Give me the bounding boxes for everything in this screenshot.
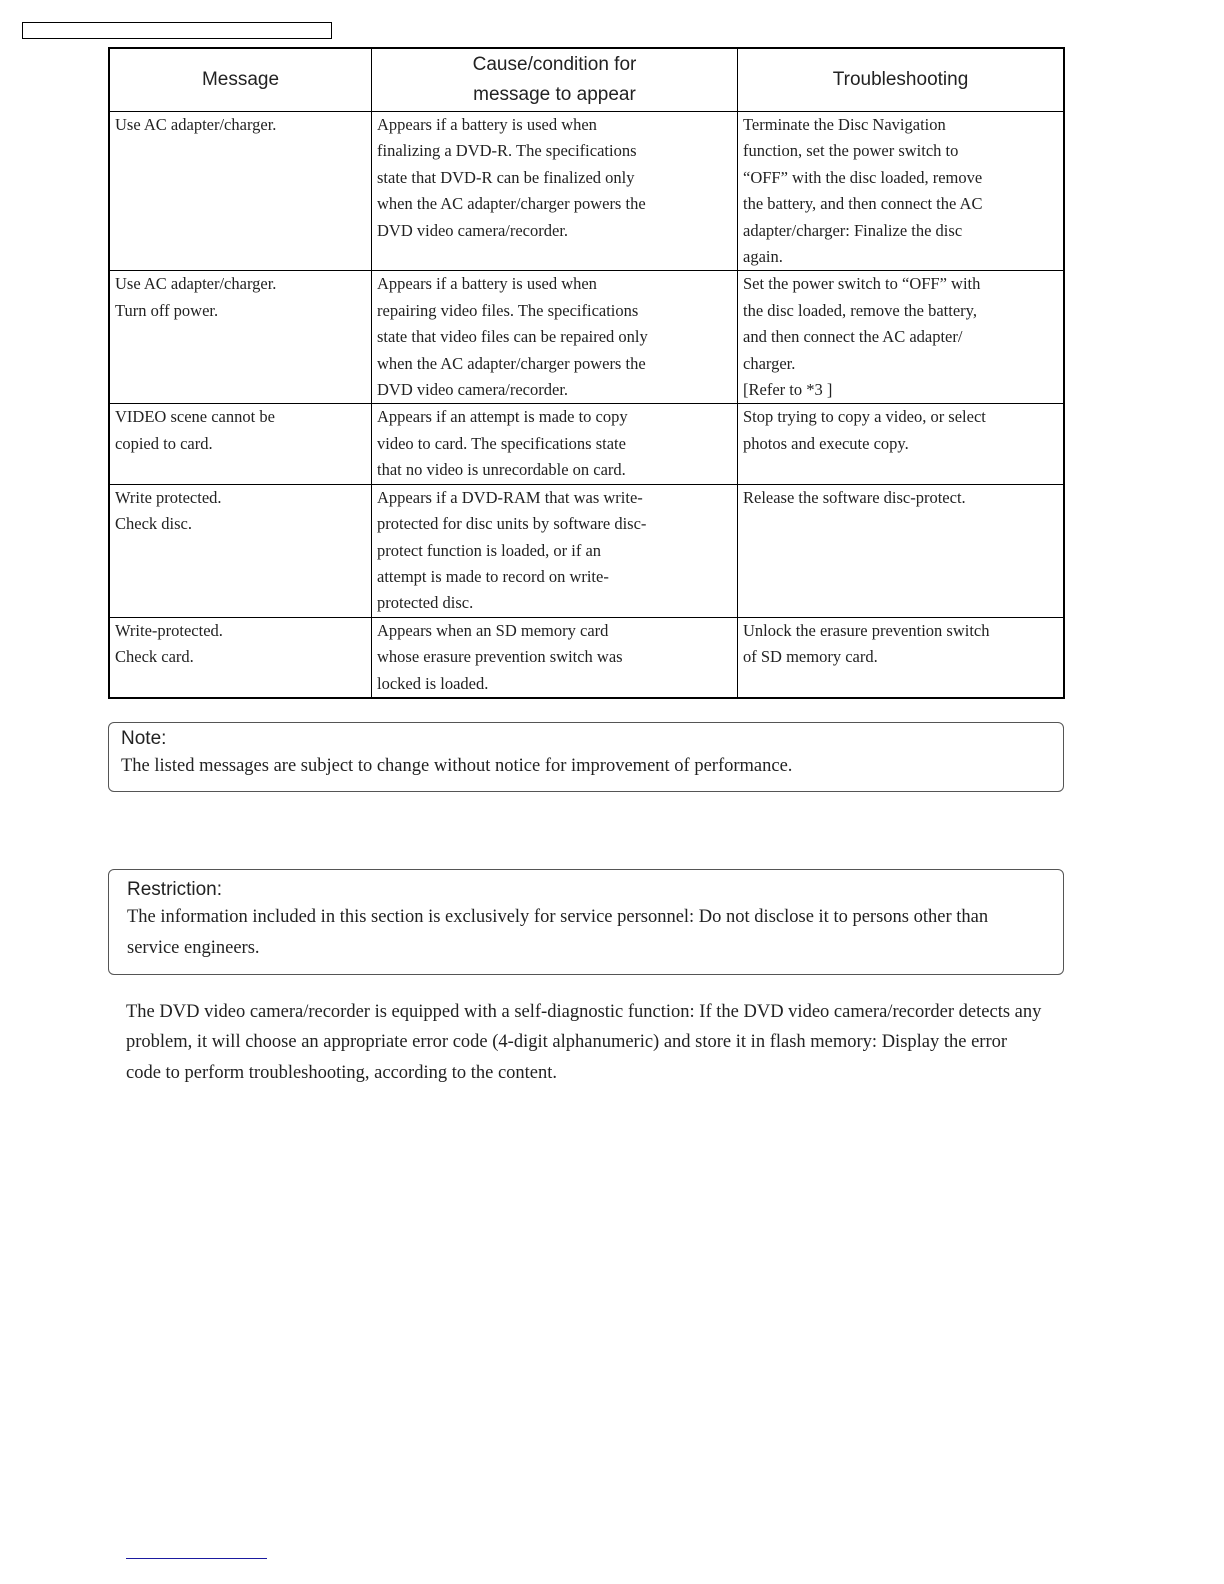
note-title: Note:	[121, 727, 167, 749]
table-header-row	[109, 48, 1064, 112]
cause-cell: Appears when an SD memory card whose erasure prevention switch was locked is loaded.	[372, 617, 738, 698]
troubleshooting-cell: Terminate the Disc Navigation function, set the power switch to “OFF” with the disc loaded, remove the battery, and then connect the AC adapter/charger: Finalize the disc again.	[738, 112, 1065, 271]
message-cell: Use AC adapter/charger. Turn off power.	[109, 271, 372, 404]
message-cell: VIDEO scene cannot be copied to card.	[109, 404, 372, 484]
cause-cell: Appears if a DVD-RAM that was write- protected for disc units by software disc- protect function is loaded, or if an attempt is made to record on write- protected disc.	[372, 484, 738, 617]
troubleshooting-cell: Stop trying to copy a video, or select photos and execute copy.	[738, 404, 1065, 484]
troubleshooting-cell: Release the software disc-protect.	[738, 484, 1065, 617]
troubleshooting-cell: Set the power switch to “OFF” with the disc loaded, remove the battery, and then connect the AC adapter/ charger. [Refer to *3 ]	[738, 271, 1065, 404]
footer-link-underline[interactable]	[126, 1558, 267, 1559]
header-cause: Cause/condition for message to appear	[372, 48, 738, 112]
table-row	[109, 271, 1064, 404]
note-box	[108, 722, 1064, 792]
cause-cell: Appears if a battery is used when finalizing a DVD-R. The specifications state that DVD-R can be finalized only when the AC adapter/charger powers the DVD video camera/recorder.	[372, 112, 738, 271]
message-cell: Write-protected. Check card.	[109, 617, 372, 698]
self-diagnostic-paragraph: The DVD video camera/recorder is equipped with a self-diagnostic function: If the DVD video camera/recorder detects any problem, it will choose an appropriate error code (4-digit alphanumeric) and store it in flash memory: Display the error code to perform troubleshooting, according to the content.	[126, 1001, 1042, 1083]
troubleshooting-cell: Unlock the erasure prevention switch of SD memory card.	[738, 617, 1065, 698]
header-message: Message	[109, 48, 372, 112]
restriction-title: Restriction:	[127, 878, 223, 900]
cause-cell: Appears if a battery is used when repairing video files. The specifications state that video files can be repaired only when the AC adapter/charger powers the DVD video camera/recorder.	[372, 271, 738, 404]
restriction-box	[108, 869, 1064, 975]
message-cell: Write protected. Check disc.	[109, 484, 372, 617]
table-row	[109, 484, 1064, 617]
restriction-text: The information included in this section is exclusively for service personnel: Do not disclose it to persons other than service engineers.	[127, 906, 989, 958]
header-box	[22, 22, 332, 39]
cause-cell: Appears if an attempt is made to copy video to card. The specifications state that no video is unrecordable on card.	[372, 404, 738, 484]
message-cell: Use AC adapter/charger.	[109, 112, 372, 271]
content	[108, 47, 1065, 1088]
table-row	[109, 112, 1064, 271]
table-row	[109, 404, 1064, 484]
table-row	[109, 617, 1064, 698]
note-text: The listed messages are subject to change without notice for improvement of performance.	[121, 755, 793, 776]
header-troubleshooting: Troubleshooting	[738, 48, 1065, 112]
message-table	[108, 47, 1065, 699]
